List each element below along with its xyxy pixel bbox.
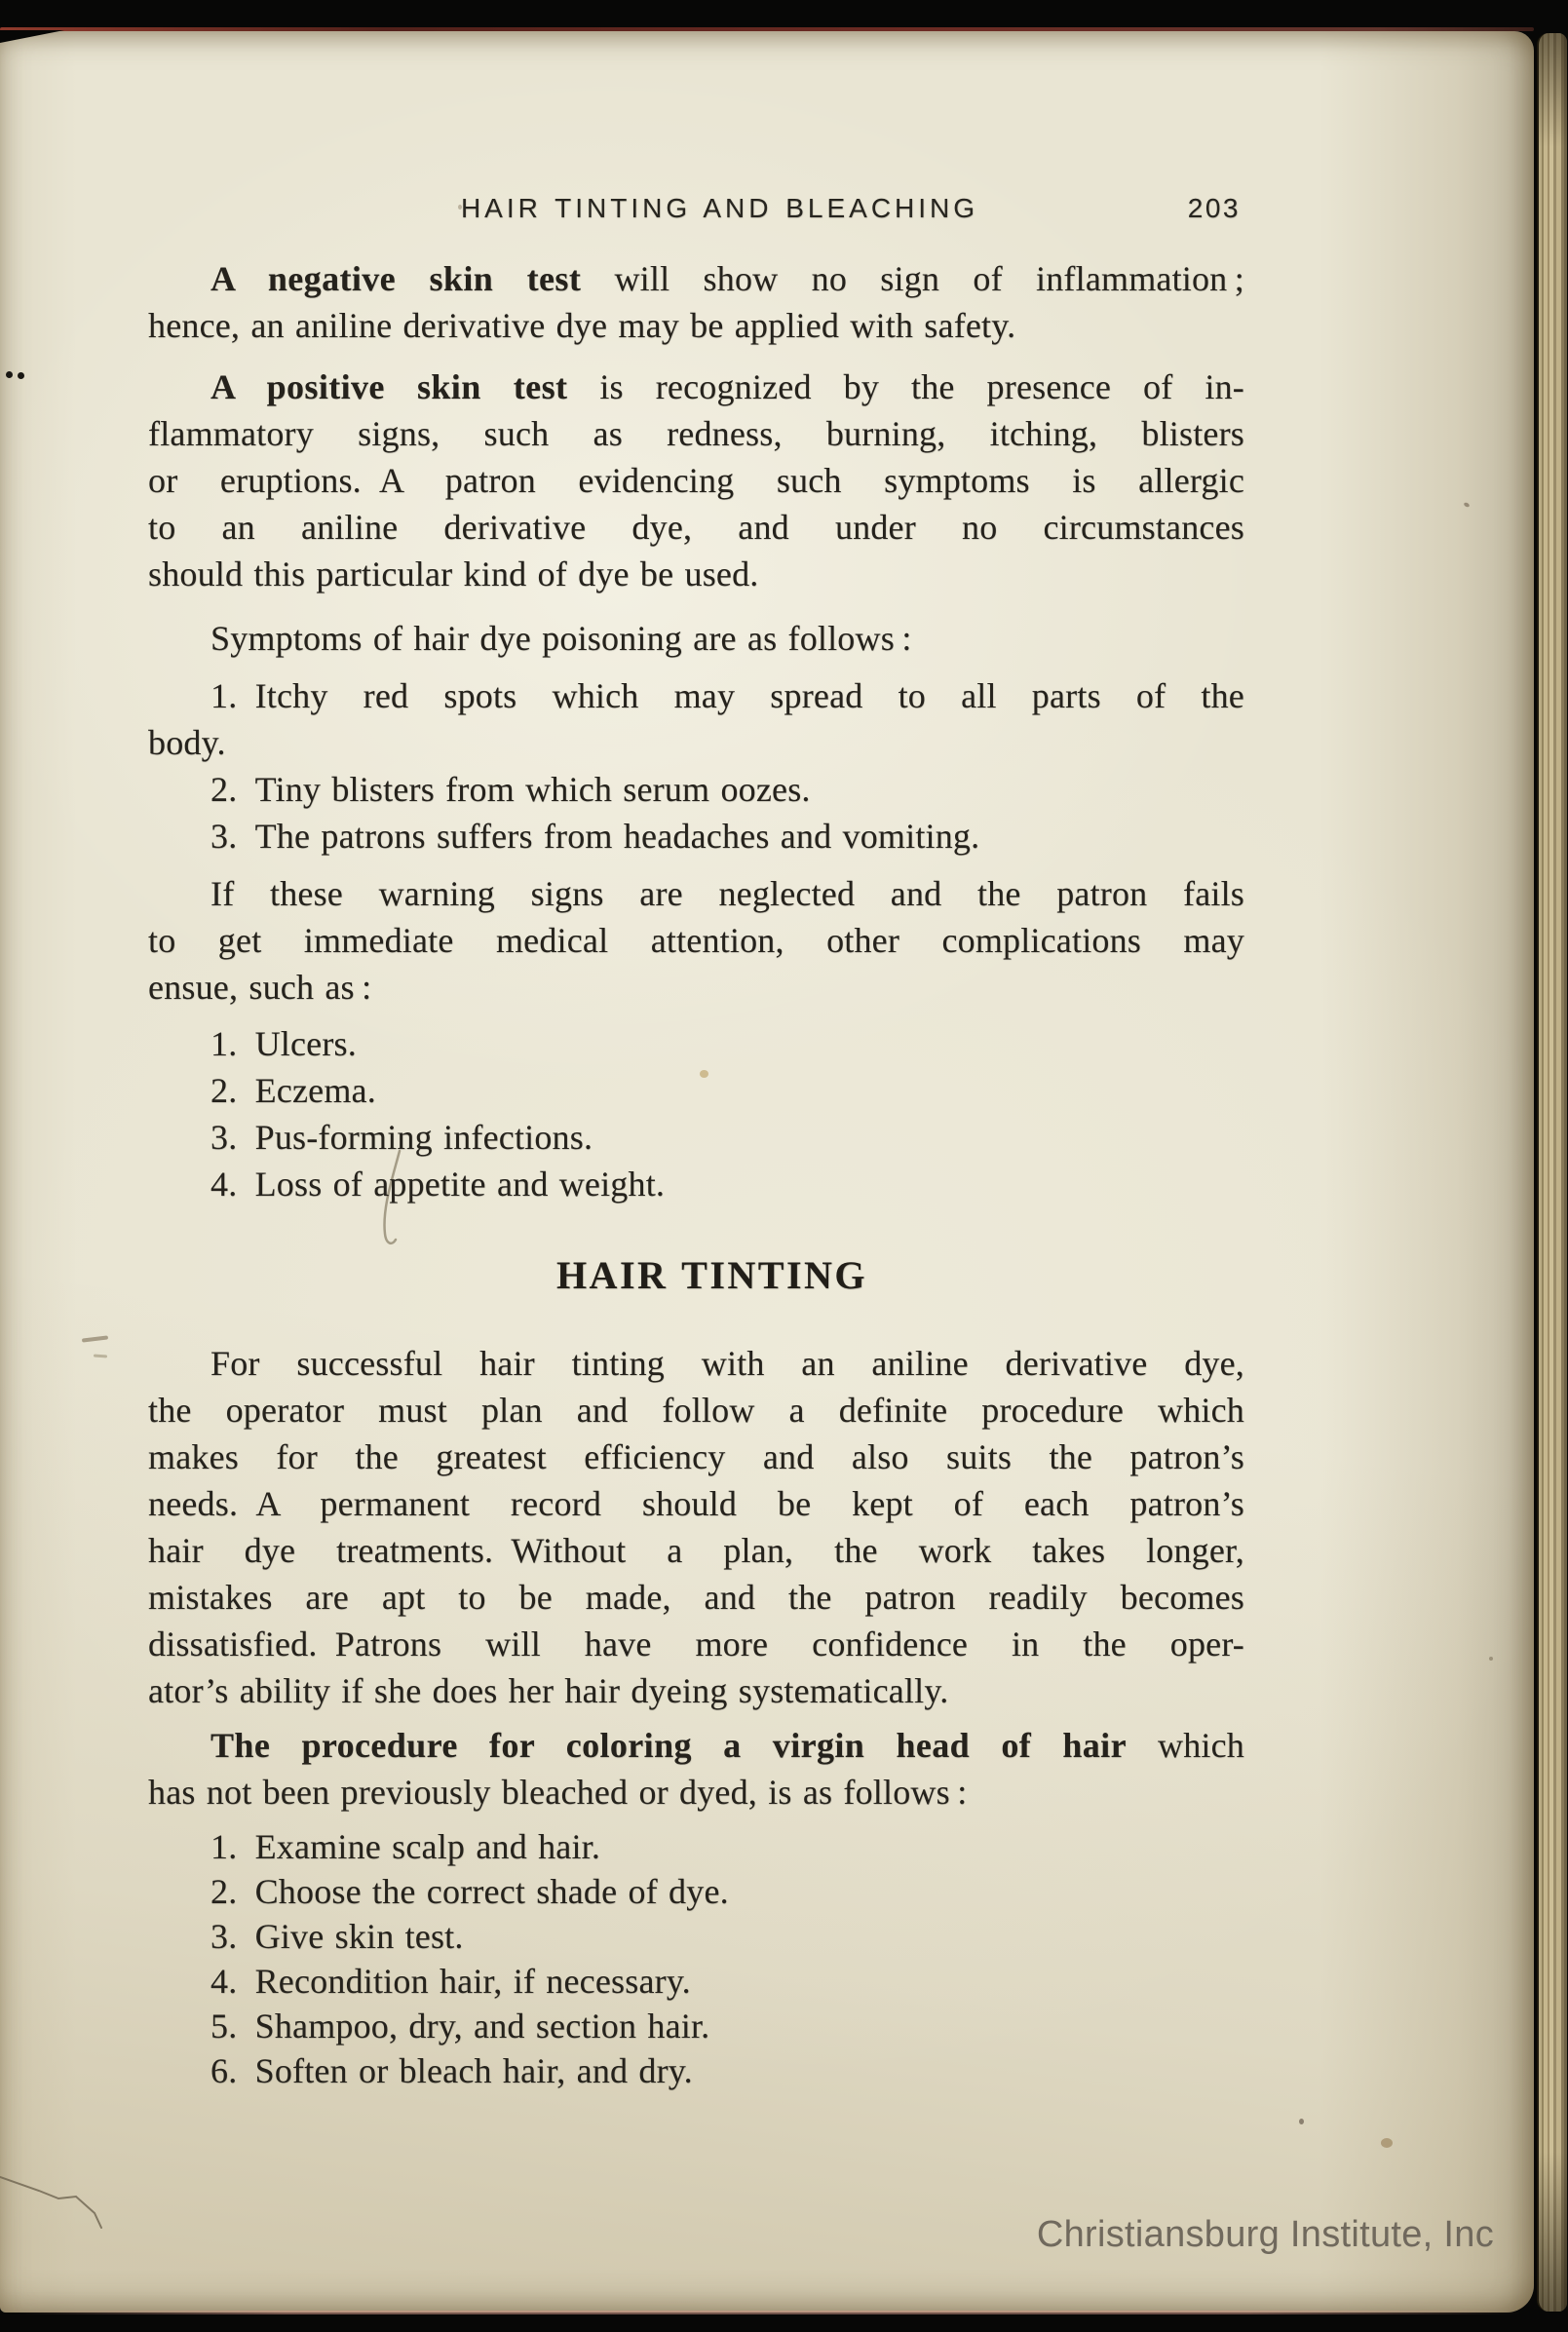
- page-text-column: [148, 189, 1244, 2093]
- text-run: which: [1126, 1726, 1244, 1765]
- text-line: [148, 363, 1244, 410]
- text-line: [148, 255, 1244, 302]
- paper-speck: [1299, 2119, 1304, 2124]
- list-complications: [148, 1020, 1244, 1207]
- page-crack-mark: [0, 2167, 127, 2245]
- paragraph-successful-tinting: [148, 1340, 1244, 1714]
- bold-run: The procedure for coloring a virgin head of hair: [210, 1726, 1127, 1765]
- list-item: 6. Soften or bleach hair, and dry.: [210, 2051, 693, 2090]
- list-item: 5. Shampoo, dry, and section hair.: [210, 2007, 710, 2045]
- list-item: 3. The patrons suffers from headaches and vomiting.: [210, 817, 980, 856]
- margin-dash-mark: [94, 1355, 107, 1358]
- bold-run: A negative skin test: [210, 259, 582, 298]
- paragraph-negative-skin-test: [148, 255, 1244, 349]
- paragraph-symptoms-intro: [148, 615, 1244, 662]
- text-line: to get immediate medical attention, other complications may: [148, 921, 1244, 960]
- text-line: has not been previously bleached or dyed, is as follows :: [148, 1773, 968, 1812]
- text-line: the operator must plan and follow a definite procedure which: [148, 1391, 1244, 1430]
- list-item: 3. Pus-forming infections.: [210, 1118, 593, 1157]
- text-line: to an aniline derivative dye, and under no circumstances: [148, 508, 1244, 547]
- text-line: For successful hair tinting with an aniline derivative dye,: [210, 1344, 1244, 1383]
- text-line: hence, an aniline derivative dye may be applied with safety.: [148, 306, 1016, 345]
- text-line: hair dye treatments. Without a plan, the work takes longer,: [148, 1531, 1244, 1570]
- page-number: 203: [1187, 193, 1241, 223]
- paper-speck: [1381, 2138, 1393, 2148]
- watermark: Christiansburg Institute, Inc: [1036, 2214, 1494, 2255]
- page-corner-shadow: [0, 30, 64, 43]
- text-run: will show no sign of inflammation ;: [581, 259, 1244, 298]
- list-item: 2. Choose the correct shade of dye.: [210, 1872, 729, 1911]
- text-line: makes for the greatest efficiency and also suits the patron’s: [148, 1437, 1244, 1476]
- text-line: mistakes are apt to be made, and the patron readily becomes: [148, 1578, 1244, 1617]
- list-item: 1. Ulcers.: [210, 1024, 357, 1063]
- margin-dash-mark: [82, 1335, 108, 1342]
- text-line: should this particular kind of dye be used.: [148, 554, 759, 593]
- list-item-wrap: body.: [148, 723, 226, 762]
- paragraph-virgin-hair-procedure: [148, 1722, 1244, 1816]
- section-heading: HAIR TINTING: [555, 1253, 868, 1297]
- text-line: flammatory signs, such as redness, burning, itching, blisters: [148, 414, 1244, 453]
- text-line: [148, 1722, 1244, 1769]
- list-item: 4. Recondition hair, if necessary.: [210, 1962, 691, 2001]
- list-item: 3. Give skin test.: [210, 1917, 464, 1956]
- running-head-title: HAIR TINTING AND BLEACHING: [460, 193, 979, 223]
- paragraph-positive-skin-test: [148, 363, 1244, 597]
- list-item: 4. Loss of appetite and weight.: [210, 1165, 666, 1204]
- list-item: 1. Examine scalp and hair.: [210, 1827, 601, 1866]
- paragraph-warning-signs: [148, 870, 1244, 1011]
- text-line: dissatisfied. Patrons will have more confidence in the oper-: [148, 1625, 1244, 1663]
- text-line: Symptoms of hair dye poisoning are as follows :: [210, 619, 912, 658]
- text-line: If these warning signs are neglected and the patron fails: [210, 874, 1244, 913]
- list-item: 2. Eczema.: [210, 1071, 376, 1110]
- list-procedure-steps: [148, 1824, 1244, 2093]
- book-fore-edge-pages: [1537, 33, 1567, 2312]
- text-line: needs. A permanent record should be kept of each patron’s: [148, 1484, 1244, 1523]
- running-head: [148, 189, 1244, 228]
- ink-dots-mark: [6, 371, 13, 378]
- paper-speck: [1489, 1657, 1493, 1661]
- book-page: [0, 31, 1534, 2313]
- list-item: 1. Itchy red spots which may spread to all parts of the: [210, 676, 1244, 715]
- text-line: ator’s ability if she does her hair dyeing systematically.: [148, 1671, 949, 1710]
- bold-run: A positive skin test: [210, 367, 568, 406]
- text-run: is recognized by the presence of in-: [567, 367, 1244, 406]
- list-symptoms: [148, 672, 1244, 860]
- text-line: or eruptions. A patron evidencing such symptoms is allergic: [148, 461, 1244, 500]
- paper-speck: [1463, 502, 1470, 508]
- text-line: ensue, such as :: [148, 968, 372, 1007]
- list-item: 2. Tiny blisters from which serum oozes.: [210, 770, 811, 809]
